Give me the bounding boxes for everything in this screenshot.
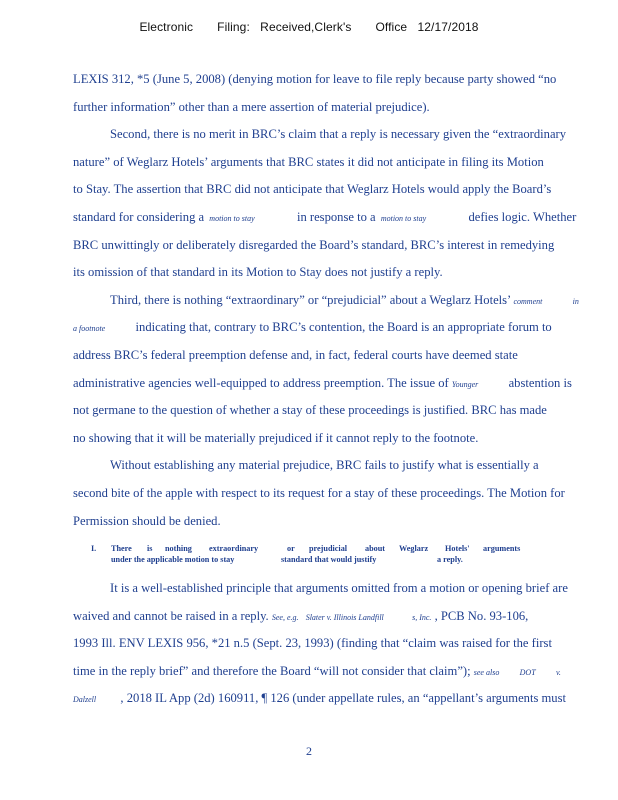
text-line: LEXIS 312, *5 (June 5, 2008) (denying motion for leave to file reply because party showed “no xyxy=(73,72,557,86)
text-line xyxy=(73,607,578,635)
text-line: Without establishing any material prejudice, BRC fails to justify what is essentially a xyxy=(110,458,539,473)
text-segment: standard for considering a xyxy=(73,209,205,224)
italic-inc: s, Inc. xyxy=(412,612,432,622)
text-line: no showing that it will be materially prejudiced if it cannot reply to the footnote. xyxy=(73,430,479,445)
italic-in: in xyxy=(572,296,579,306)
text-segment: defies logic. Whether xyxy=(468,209,577,224)
text-segment: administrative agencies well-equipped to address preemption. The issue of xyxy=(73,375,449,390)
italic-see-eg: See, e.g. xyxy=(271,612,299,622)
text-segment: indicating that, contrary to BRC’s contention, the Board is an appropriate forum to xyxy=(135,320,552,335)
text-line: Permission should be denied. xyxy=(73,513,221,528)
text-line: BRC unwittingly or deliberately disregarded the Board’s standard, BRC’s interest in remedying xyxy=(73,237,555,252)
text-line xyxy=(73,318,578,346)
italic-younger: Younger xyxy=(451,379,479,389)
text-line: It is a well-established principle that arguments omitted from a motion or opening brief are xyxy=(110,581,568,596)
heading-line-1: I. There is nothing extraordinary or prejudicial about Weglarz Hotels' arguments xyxy=(91,544,521,554)
text-line xyxy=(73,374,578,402)
heading-number: I. xyxy=(91,544,97,554)
text-line: further information” other than a mere assertion of material prejudice). xyxy=(73,99,430,114)
efiling-header: Electronic Filing: Received,Clerk's Office 12/17/2018 xyxy=(139,20,479,34)
italic-a-footnote: a footnote xyxy=(73,324,106,334)
text-line: its omission of that standard in its Motion to Stay does not justify a reply. xyxy=(73,265,443,280)
text-line: address BRC’s federal preemption defense and, in fact, federal courts have deemed state xyxy=(73,347,518,362)
text-segment: Third, there is nothing “extraordinary” or “prejudicial” about a Weglarz Hotels’ xyxy=(110,292,511,307)
text-segment: waived and cannot be raised in a reply. xyxy=(73,608,269,623)
text-line xyxy=(73,689,578,717)
page-number: 2 xyxy=(306,744,312,758)
italic-slater: Slater v. Illinois Landfill xyxy=(305,612,384,622)
text-line xyxy=(73,291,578,319)
text-segment: in response to a xyxy=(296,209,376,224)
italic-motion-to-stay: motion to stay xyxy=(209,213,255,223)
text-line xyxy=(73,208,578,236)
document-body xyxy=(73,70,578,717)
text-line: to Stay. The assertion that BRC did not anticipate that Weglarz Hotels would apply the Board’s xyxy=(73,182,552,197)
italic-v: v. xyxy=(555,667,561,677)
heading-line-2: under the applicable motion to stay standard that would justify a reply. xyxy=(111,555,463,565)
text-segment: abstention is xyxy=(508,375,572,390)
italic-motion-to-stay: motion to stay xyxy=(380,213,427,223)
text-line: second bite of the apple with respect to its request for a stay of these proceedings. The Motion for xyxy=(73,485,565,500)
italic-see-also: see also xyxy=(473,667,500,677)
italic-dot: DOT xyxy=(519,667,536,677)
text-segment: time in the reply brief” and therefore the Board “will not consider that claim”); xyxy=(73,663,471,678)
section-heading xyxy=(91,543,578,565)
text-segment: , PCB No. 93-106, xyxy=(434,608,529,623)
italic-dalzell: Dalzell xyxy=(73,695,97,705)
text-segment: , 2018 IL App (2d) 160911, ¶ 126 (under appellate rules, an “appellant’s arguments must xyxy=(120,691,566,706)
text-line xyxy=(73,662,578,690)
italic-comment: comment xyxy=(513,296,543,306)
text-line: nature” of Weglarz Hotels’ arguments that BRC states it did not anticipate in filing its Motion xyxy=(73,154,544,169)
text-line: Second, there is no merit in BRC’s claim that a reply is necessary given the “extraordinary xyxy=(110,127,567,142)
text-line: 1993 Ill. ENV LEXIS 956, *21 n.5 (Sept. 23, 1993) (finding that “claim was raised for the first xyxy=(73,636,552,651)
text-line: not germane to the question of whether a stay of these proceedings is justified. BRC has made xyxy=(73,403,547,418)
